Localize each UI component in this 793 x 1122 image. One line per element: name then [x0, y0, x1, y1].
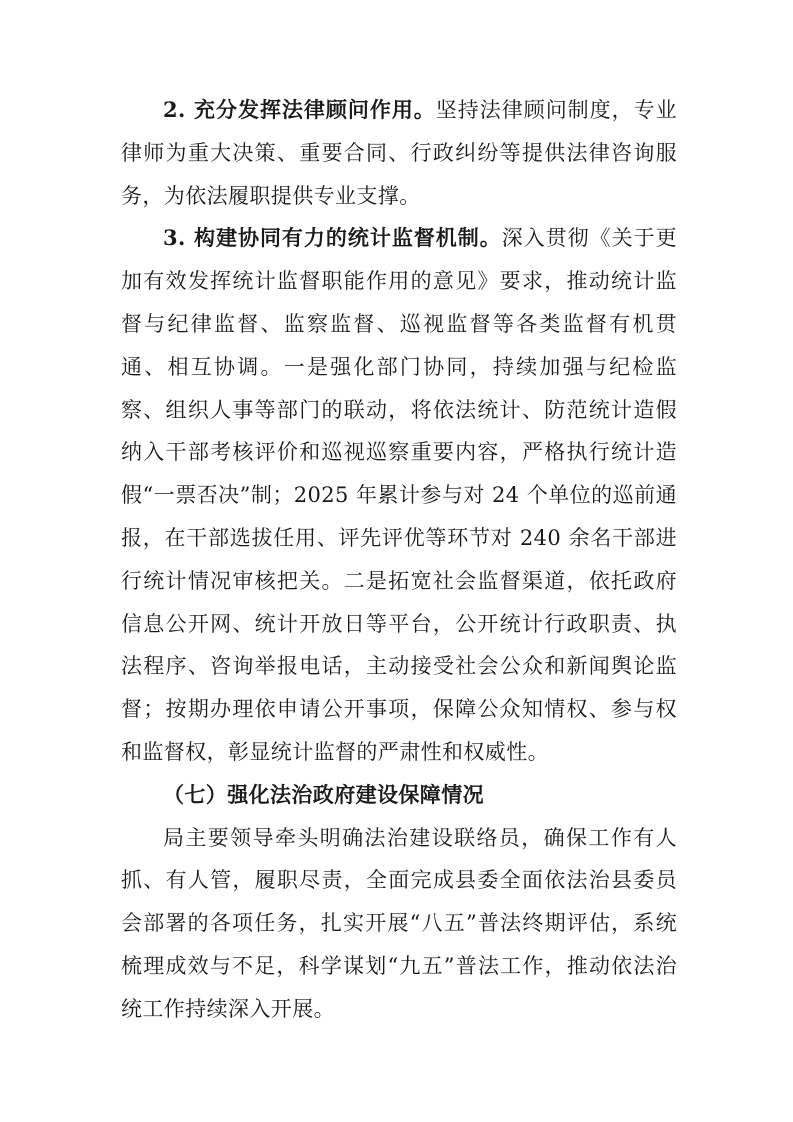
paragraph-legal-advisor [121, 89, 677, 217]
section-heading: （七）强化法治政府建设保障情况 [163, 781, 484, 807]
paragraph-lead: 3. 构建协同有力的统计监督机制。 [163, 225, 502, 251]
paragraph-statistical-supervision [121, 217, 677, 773]
paragraph-text: 深入贯彻《关于更加有效发挥统计监督职能作用的意见》要求，推动统计监督与纪律监督、监察监督、巡视监督等各类监督有机贯通、相互协调。一是强化部门协同，持续加强与纪检监察、组织人事等部门的联动，将依法统计、防范统计造假纳入干部考核评价和巡视巡察重要内容，严格执行统计造假“一票否决”制；2025 年累计参与对 24 个单位的巡前通报，在干部选拔任用、评先评优等环节对 240 余名干部进行统计情况审核把关。二是拓宽社会监督渠道，依托政府信息公开网、统计开放日等平台，公开统计行政职责、执法程序、咨询举报电话，主动接受社会公众和新闻舆论监督；按期办理依申请公开事项，保障公众知情权、参与权和监督权，彰显统计监督的严肃性和权威性。 [121, 226, 677, 764]
document-body [121, 89, 677, 1031]
paragraph-text: 坚持法律顾问制度，专业律师为重大决策、重要合同、行政纠纷等提供法律咨询服务，为依法履职提供专业支撑。 [121, 98, 677, 208]
paragraph-lead: 2. 充分发挥法律顾问作用。 [163, 97, 436, 122]
section-paragraph: 局主要领导牵头明确法治建设联络员，确保工作有人抓、有人管，履职尽责，全面完成县委全面依法治县委员会部署的各项任务，扎实开展“八五”普法终期评估，系统梳理成效与不足，科学谋划“九五”普法工作，推动依法治统工作持续深入开展。 [121, 825, 677, 1021]
